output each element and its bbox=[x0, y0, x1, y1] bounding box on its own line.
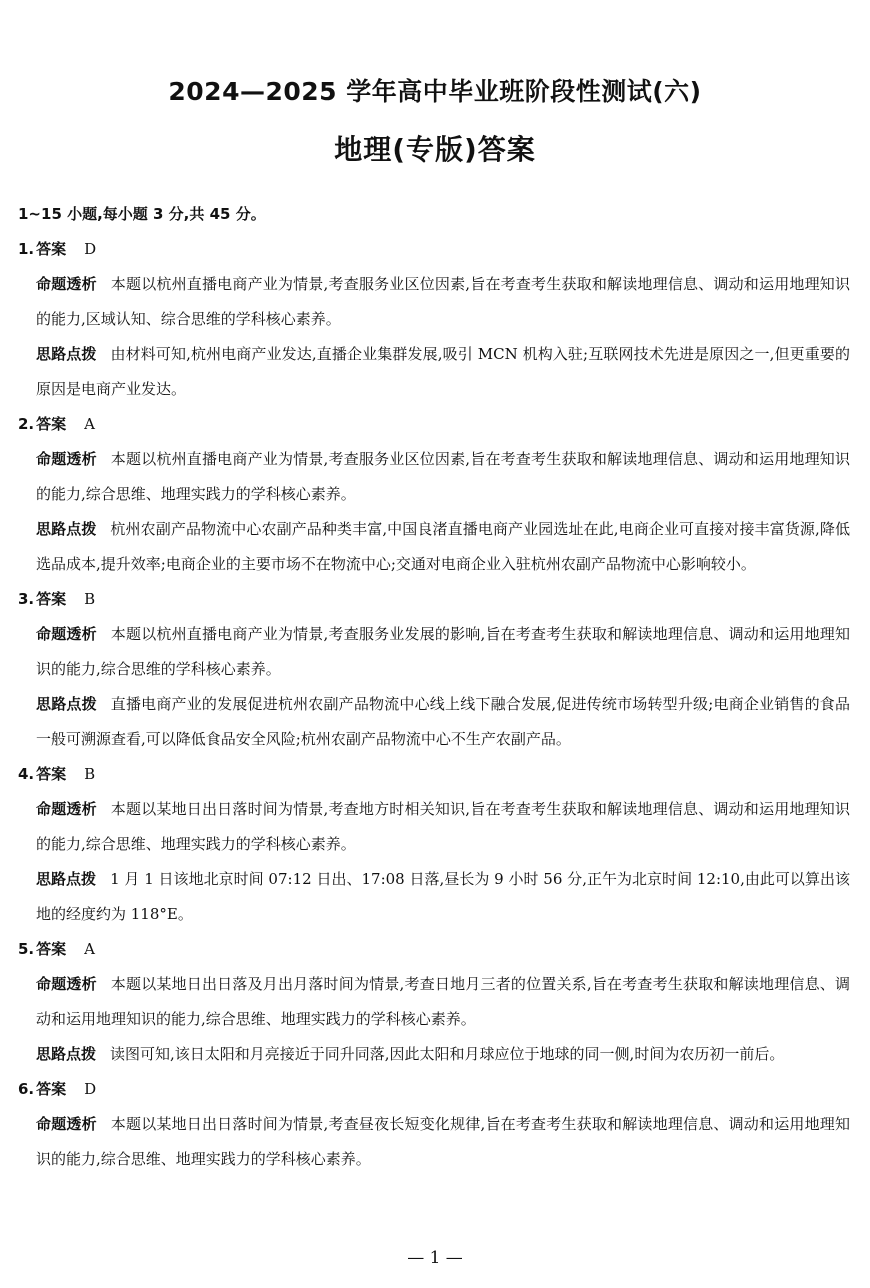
question-number: 6. bbox=[18, 1080, 35, 1098]
analysis-label: 命题透析 bbox=[36, 275, 97, 293]
hint-text: 读图可知,该日太阳和月亮接近于同升同落,因此太阳和月球应位于地球的同一侧,时间为农历初一前后。 bbox=[110, 1045, 785, 1063]
question-number: 1. bbox=[18, 240, 35, 258]
hint-paragraph bbox=[36, 512, 850, 582]
question-number: 5. bbox=[18, 940, 35, 958]
answer-value: B bbox=[84, 590, 96, 608]
analysis-text: 本题以某地日出日落及月出月落时间为情景,考查日地月三者的位置关系,旨在考查考生获取和解读地理信息、调动和运用地理知识的能力,综合思维、地理实践力的学科核心素养。 bbox=[36, 975, 850, 1028]
question-5 bbox=[18, 932, 850, 1072]
analysis-text: 本题以杭州直播电商产业为情景,考查服务业区位因素,旨在考查考生获取和解读地理信息、调动和运用地理知识的能力,区域认知、综合思维的学科核心素养。 bbox=[36, 275, 850, 328]
hint-label: 思路点拨 bbox=[36, 520, 97, 538]
question-header bbox=[18, 232, 850, 267]
analysis-paragraph bbox=[36, 442, 850, 512]
hint-paragraph bbox=[36, 1037, 850, 1072]
hint-paragraph bbox=[36, 862, 850, 932]
analysis-label: 命题透析 bbox=[36, 1115, 97, 1133]
analysis-paragraph bbox=[36, 617, 850, 687]
analysis-text: 本题以杭州直播电商产业为情景,考查服务业发展的影响,旨在考查考生获取和解读地理信息、调动和运用地理知识的能力,综合思维的学科核心素养。 bbox=[36, 625, 850, 678]
question-header bbox=[18, 407, 850, 442]
answer-value: B bbox=[84, 765, 96, 783]
hint-label: 思路点拨 bbox=[36, 1045, 97, 1063]
analysis-paragraph bbox=[36, 1107, 850, 1177]
hint-text: 直播电商产业的发展促进杭州农副产品物流中心线上线下融合发展,促进传统市场转型升级;电商企业销售的食品一般可溯源查看,可以降低食品安全风险;杭州农副产品物流中心不生产农副产品。 bbox=[36, 695, 850, 748]
answer-value: D bbox=[84, 1080, 97, 1098]
hint-label: 思路点拨 bbox=[36, 870, 97, 888]
analysis-label: 命题透析 bbox=[36, 450, 97, 468]
question-4 bbox=[18, 757, 850, 932]
answer-value: A bbox=[84, 940, 95, 958]
question-header bbox=[18, 757, 850, 792]
question-2 bbox=[18, 407, 850, 582]
answer-label: 答案 bbox=[36, 940, 67, 958]
question-header bbox=[18, 932, 850, 967]
analysis-paragraph bbox=[36, 792, 850, 862]
analysis-paragraph bbox=[36, 267, 850, 337]
answer-value: A bbox=[84, 415, 95, 433]
analysis-text: 本题以杭州直播电商产业为情景,考查服务业区位因素,旨在考查考生获取和解读地理信息、调动和运用地理知识的能力,综合思维、地理实践力的学科核心素养。 bbox=[36, 450, 850, 503]
intro-line: 1~15 小题,每小题 3 分,共 45 分。 bbox=[18, 205, 266, 223]
analysis-label: 命题透析 bbox=[36, 625, 97, 643]
document-subtitle: 地理(专版)答案 bbox=[334, 133, 536, 166]
analysis-text: 本题以某地日出日落时间为情景,考查昼夜长短变化规律,旨在考查考生获取和解读地理信息、调动和运用地理知识的能力,综合思维、地理实践力的学科核心素养。 bbox=[36, 1115, 850, 1168]
question-number: 3. bbox=[18, 590, 35, 608]
hint-paragraph bbox=[36, 337, 850, 407]
analysis-label: 命题透析 bbox=[36, 800, 97, 818]
answer-content bbox=[18, 197, 850, 1177]
analysis-text: 本题以某地日出日落时间为情景,考查地方时相关知识,旨在考查考生获取和解读地理信息、调动和运用地理知识的能力,综合思维、地理实践力的学科核心素养。 bbox=[36, 800, 850, 853]
question-3 bbox=[18, 582, 850, 757]
answer-label: 答案 bbox=[36, 240, 67, 258]
page-number: — 1 — bbox=[407, 1248, 463, 1268]
question-number: 2. bbox=[18, 415, 35, 433]
question-1 bbox=[18, 232, 850, 407]
question-header bbox=[18, 582, 850, 617]
hint-text: 由材料可知,杭州电商产业发达,直播企业集群发展,吸引 MCN 机构入驻;互联网技术先进是原因之一,但更重要的原因是电商产业发达。 bbox=[36, 345, 850, 398]
hint-text: 杭州农副产品物流中心农副产品种类丰富,中国良渚直播电商产业园选址在此,电商企业可直接对接丰富货源,降低选品成本,提升效率;电商企业的主要市场不在物流中心;交通对电商企业入驻杭州农副产品物流中心影响较小。 bbox=[36, 520, 850, 573]
hint-paragraph bbox=[36, 687, 850, 757]
hint-text: 1 月 1 日该地北京时间 07:12 日出、17:08 日落,昼长为 9 小时 56 分,正午为北京时间 12:10,由此可以算出该地的经度约为 118°E。 bbox=[36, 870, 850, 923]
answer-label: 答案 bbox=[36, 590, 67, 608]
answer-label: 答案 bbox=[36, 415, 67, 433]
question-number: 4. bbox=[18, 765, 35, 783]
question-6 bbox=[18, 1072, 850, 1177]
hint-label: 思路点拨 bbox=[36, 345, 97, 363]
question-header bbox=[18, 1072, 850, 1107]
analysis-label: 命题透析 bbox=[36, 975, 97, 993]
answer-label: 答案 bbox=[36, 765, 67, 783]
answer-value: D bbox=[84, 240, 97, 258]
document-title: 2024—2025 学年高中毕业班阶段性测试(六) bbox=[168, 77, 702, 106]
answer-label: 答案 bbox=[36, 1080, 67, 1098]
analysis-paragraph bbox=[36, 967, 850, 1037]
hint-label: 思路点拨 bbox=[36, 695, 97, 713]
